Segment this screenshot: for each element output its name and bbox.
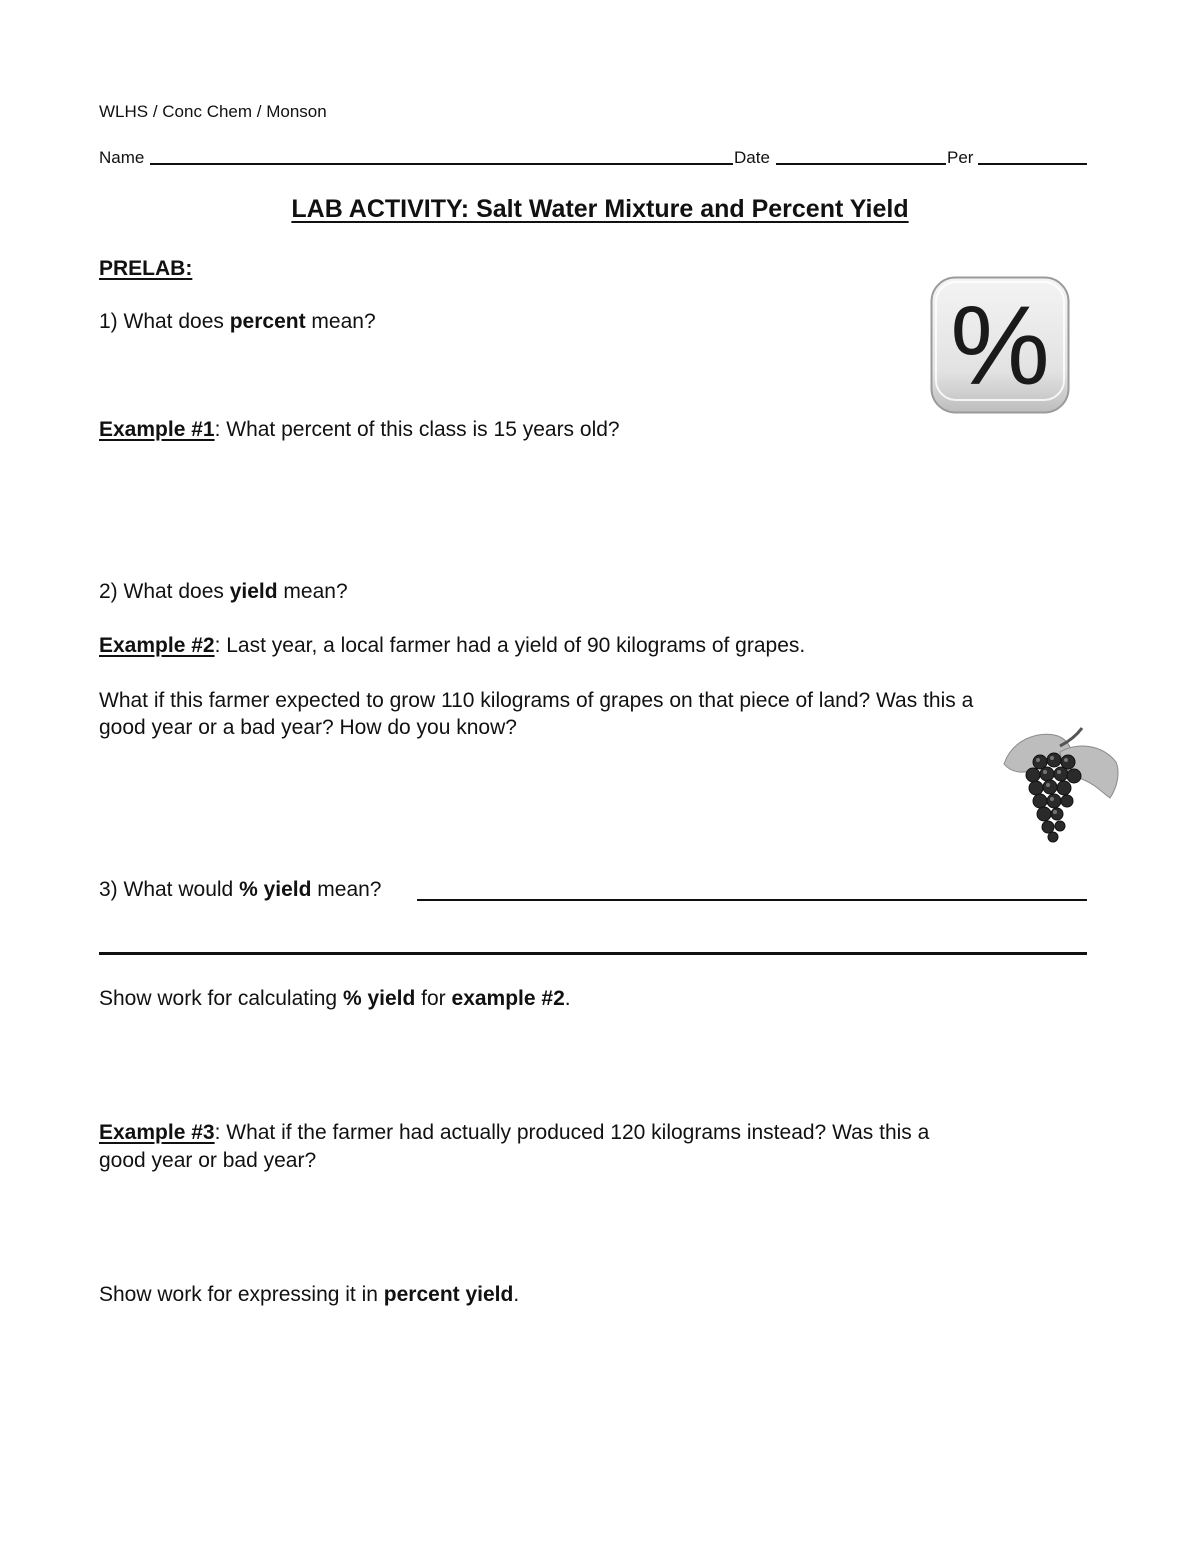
course-header: WLHS / Conc Chem / Monson (99, 102, 327, 121)
percent-glyph: % (950, 283, 1050, 408)
name-field-line[interactable] (150, 163, 733, 165)
show-work-example-3: Show work for expressing it in percent yield. (99, 1283, 520, 1306)
example-3: Example #3: What if the farmer had actually produced 120 kilograms instead? Was this a (99, 1121, 930, 1144)
question-2: 2) What does yield mean? (99, 580, 348, 603)
example-2-followup-line2: good year or a bad year? How do you know? (99, 716, 517, 739)
name-label: Name (99, 148, 145, 167)
example-3-line2: good year or bad year? (99, 1149, 317, 1172)
prelab-heading: PRELAB: (99, 257, 193, 280)
q3-answer-line-2[interactable] (99, 952, 1087, 955)
show-work-example-2: Show work for calculating % yield for example #2. (99, 987, 571, 1010)
question-3: 3) What would % yield mean? (99, 878, 382, 901)
example-1: Example #1: What percent of this class is 15 years old? (99, 418, 620, 441)
grapes-icon (998, 722, 1122, 844)
percent-icon (930, 276, 1070, 414)
date-field-line[interactable] (776, 163, 946, 165)
page-title: LAB ACTIVITY: Salt Water Mixture and Percent Yield (291, 195, 909, 223)
example-2: Example #2: Last year, a local farmer had a yield of 90 kilograms of grapes. (99, 634, 806, 657)
q3-answer-line-1[interactable] (417, 899, 1087, 901)
per-field-line[interactable] (978, 163, 1087, 165)
example-2-followup-line1: What if this farmer expected to grow 110 kilograms of grapes on that piece of land? Was this a (99, 689, 974, 712)
date-label: Date (734, 148, 770, 167)
question-1: 1) What does percent mean? (99, 310, 376, 333)
per-label: Per (947, 148, 974, 167)
